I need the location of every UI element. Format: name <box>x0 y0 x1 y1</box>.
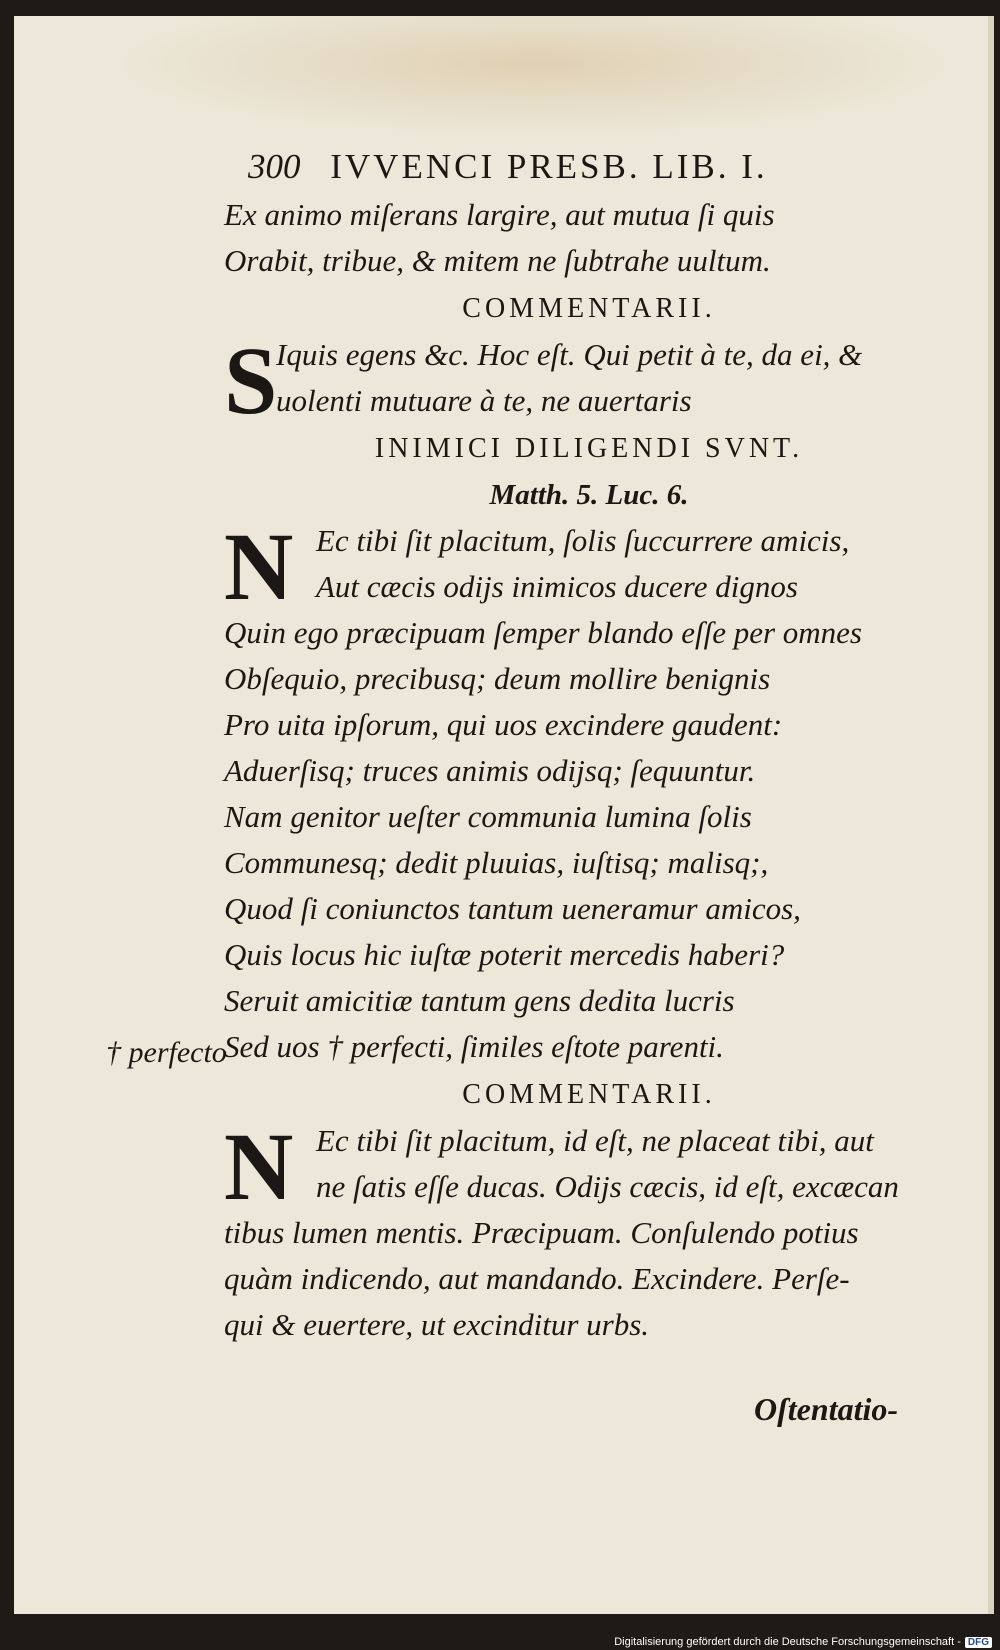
commentary-block <box>224 327 954 434</box>
commentary-heading: COMMENTARII. <box>462 293 716 324</box>
margin-note: † perfecto <box>106 1036 227 1069</box>
commentary-line: Iquis egens &c. Hoc eſt. Qui petit à te, da ei, & <box>276 337 863 372</box>
verse-line: Aut cæcis odijs inimicos ducere dignos <box>316 569 798 604</box>
verse-line: Communesq; dedit pluuias, iuſtisq; malisq;, <box>224 845 769 880</box>
paper-stain <box>114 16 954 136</box>
verse-line: Quod ſi coniunctos tantum ueneramur amicos, <box>224 891 801 926</box>
section-heading: INIMICI DILIGENDI SVNT. <box>374 433 804 464</box>
dfg-logo-icon: DFG <box>965 1637 992 1648</box>
drop-cap: S <box>224 327 278 434</box>
verse-line: Quin ego præcipuam ſemper blando eſſe per omnes <box>224 615 862 650</box>
digitization-footer <box>614 1636 992 1648</box>
verse-line: Seruit amicitiæ tantum gens dedita lucris <box>224 983 735 1018</box>
verse-line: Ec tibi ſit placitum, ſolis ſuccurrere amicis, <box>316 523 850 558</box>
commentary-block <box>224 1113 954 1220</box>
scripture-reference: Matth. 5. Luc. 6. <box>489 479 689 511</box>
drop-cap: N <box>224 513 294 620</box>
verse-line: Nam genitor ueſter communia lumina ſolis <box>224 799 752 834</box>
verse-line: Obſequio, precibusq; deum mollire benignis <box>224 661 771 696</box>
commentary-line: qui & euertere, ut excinditur urbs. <box>224 1307 650 1342</box>
verse-line: Aduerſisq; truces animis odijsq; ſequuntur. <box>224 753 756 788</box>
commentary-line: uolenti mutuare à te, ne auertaris <box>276 383 692 418</box>
page-header <box>248 144 954 190</box>
commentary-line: quàm indicendo, aut mandando. Excindere. Perſe- <box>224 1261 850 1296</box>
commentary-line: Ec tibi ſit placitum, id eſt, ne placeat tibi, aut <box>316 1123 874 1158</box>
verse-line: Ex animo miſerans largire, aut mutua ſi quis <box>224 197 775 232</box>
verse-line: Pro uita ipſorum, qui uos excindere gaudent: <box>224 707 783 742</box>
verse-line: Orabit, tribue, & mitem ne ſubtrahe uultum. <box>224 243 771 278</box>
book-page <box>14 16 994 1614</box>
page-number: 300 <box>248 147 301 186</box>
footer-credit: Digitalisierung gefördert durch die Deutsche Forschungsgemeinschaft - <box>614 1636 961 1648</box>
page-content <box>224 144 954 1348</box>
commentary-heading: COMMENTARII. <box>462 1079 716 1110</box>
drop-cap: N <box>224 1113 294 1220</box>
commentary-line: tibus lumen mentis. Præcipuam. Conſulendo potius <box>224 1215 859 1250</box>
verse-block <box>224 513 954 620</box>
commentary-line: ne ſatis eſſe ducas. Odijs cæcis, id eſt, excæcan <box>316 1169 899 1204</box>
verse-line: Sed uos † perfecti, ſimiles eſtote parenti. <box>224 1029 724 1064</box>
verse-line: Quis locus hic iuſtæ poterit mercedis haberi? <box>224 937 785 972</box>
catchword: Oſtentatio- <box>754 1391 898 1427</box>
running-title: IVVENCI PRESB. LIB. I. <box>330 147 768 186</box>
